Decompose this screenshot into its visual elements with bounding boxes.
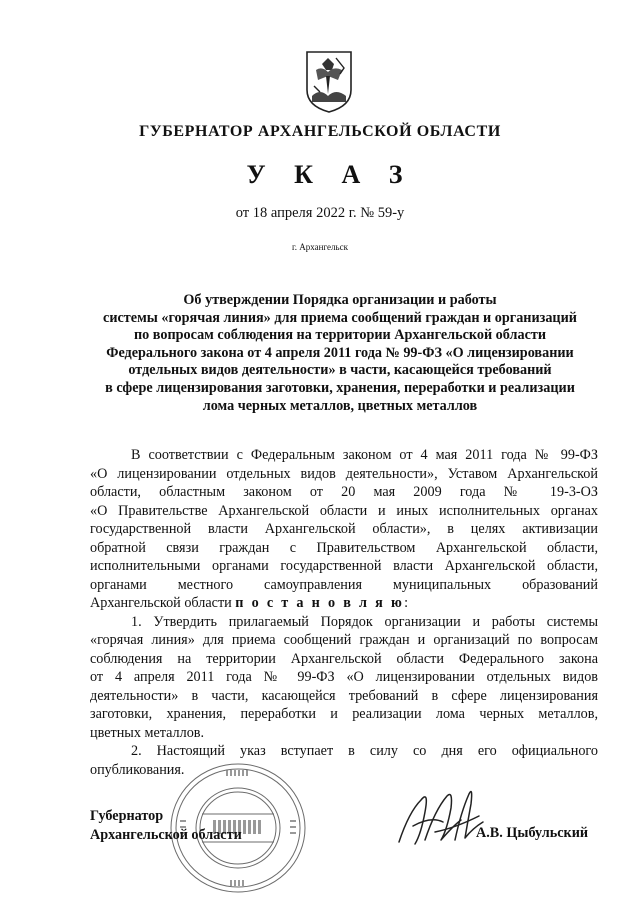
coat-of-arms-emblem: [304, 50, 354, 114]
body-line: [90, 594, 598, 613]
signatory-role-line: Губернатор: [90, 808, 164, 824]
title-line: Федерального закона от 4 апреля 2011 года № 99-ФЗ «О лицензировании: [106, 344, 574, 361]
document-body: [90, 446, 598, 779]
document-date-number: от 18 апреля 2022 г. № 59-у: [235, 205, 405, 221]
decree-colon: :: [404, 595, 409, 611]
body-line: области, областным законом от 20 мая 2009 года № 19-3-ОЗ: [90, 484, 598, 500]
body-line: В соответствии с Федеральным законом от 4 мая 2011 года № 99-ФЗ: [131, 447, 598, 463]
body-line: «О Правительстве Архангельской области и иных исполнительных органах: [90, 502, 598, 519]
item-1-paragraph: [90, 613, 598, 743]
body-line: 2. Настоящий указ вступает в силу со дня его официального: [131, 743, 598, 759]
body-line: 1. Утвердить прилагаемый Порядок организации и работы системы: [131, 613, 598, 630]
body-line: государственной власти Архангельской области», в целях активизации: [90, 521, 598, 537]
signature-mark: [395, 782, 485, 854]
body-line: обратной связи граждан с Правительством Архангельской области,: [90, 539, 598, 556]
body-line: цветных металлов.: [90, 724, 205, 741]
body-line: опубликования.: [90, 761, 185, 778]
body-line: «О лицензировании отдельных видов деятельности», Уставом Архангельской: [90, 465, 598, 482]
document-title: [90, 292, 590, 415]
decree-word: п о с т а н о в л я ю: [235, 595, 405, 611]
body-line: деятельности» в части, касающейся требований в сфере лицензирования: [90, 687, 598, 704]
title-line: Об утверждении Порядка организации и работы: [183, 292, 497, 308]
preamble-last-text: Архангельской области: [90, 595, 232, 611]
document-type: У К А З: [246, 160, 414, 189]
item-2-paragraph: [90, 742, 598, 779]
signatory-name: А.В. Цыбульский: [476, 825, 589, 841]
body-line: исполнительными органами государственной власти Архангельской области,: [90, 558, 598, 574]
body-line: органами местного самоуправления муниципальных образований: [90, 576, 598, 593]
document-city: г. Архангельск: [292, 242, 348, 252]
preamble-paragraph: [90, 446, 598, 613]
signatory-title: [90, 807, 242, 844]
body-line: заготовки, хранения, переработки и реализации лома черных металлов,: [90, 706, 598, 722]
body-line: соблюдения на территории Архангельской области Федерального закона: [90, 650, 598, 667]
title-line: лома черных металлов, цветных металлов: [202, 397, 478, 414]
title-line: системы «горячая линия» для приема сообщений граждан и организаций: [103, 309, 577, 326]
body-line: «горячая линия» для приема сообщений граждан и организаций по вопросам: [90, 632, 598, 648]
title-line: в сфере лицензирования заготовки, хранения, переработки и реализации: [105, 379, 575, 396]
title-line: по вопросам соблюдения на территории Архангельской области: [133, 327, 547, 344]
body-line: от 4 апреля 2011 года № 99-ФЗ «О лицензировании отдельных видов: [90, 669, 598, 685]
signatory-role-line: Архангельской области: [90, 826, 242, 843]
issuer-heading: ГУБЕРНАТОР АРХАНГЕЛЬСКОЙ ОБЛАСТИ: [139, 123, 501, 140]
title-line: отдельных видов деятельности» в части, касающейся требований: [128, 362, 552, 379]
